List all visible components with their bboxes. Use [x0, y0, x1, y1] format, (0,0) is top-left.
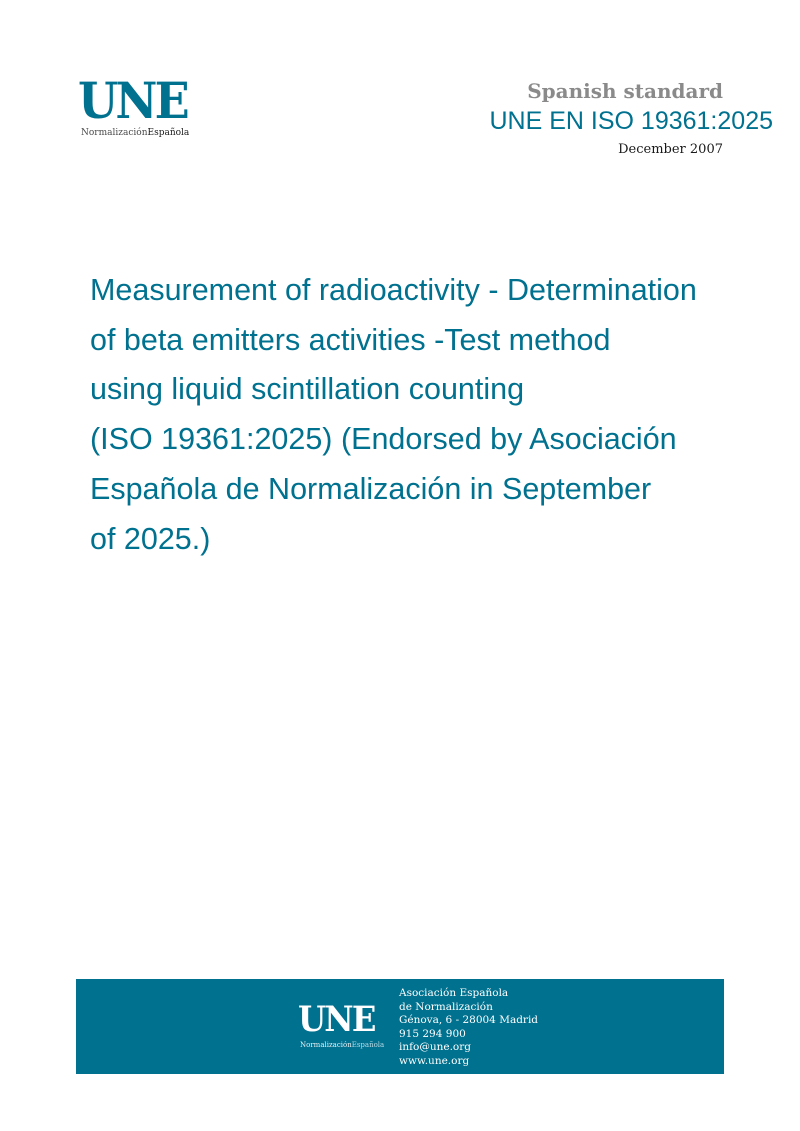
footer-phone: 915 294 900 — [399, 1027, 466, 1040]
footer-tagline-part1: Normalización — [300, 1041, 352, 1049]
standard-code: UNE EN ISO 19361:2025 — [489, 107, 773, 135]
standard-kind: Spanish standard — [527, 79, 723, 103]
logo-tagline-part1: Normalización — [81, 128, 148, 138]
une-logo-tagline — [81, 128, 189, 139]
footer-website[interactable]: www.une.org — [399, 1054, 470, 1067]
logo-tagline-part2: Española — [147, 128, 190, 138]
footer-email[interactable]: info@une.org — [399, 1041, 471, 1053]
title-line: of 2025.) — [90, 521, 211, 556]
footer-logo-mark: UNE — [298, 999, 375, 1040]
footer-org-name: Asociación Española — [399, 987, 509, 999]
title-line: of beta emitters activities -Test method — [90, 322, 611, 357]
footer-band — [76, 979, 724, 1074]
title-line: (ISO 19361:2025) (Endorsed by Asociación — [90, 422, 677, 457]
une-logo — [78, 71, 193, 142]
title-line: Measurement of radioactivity - Determination — [90, 273, 697, 307]
footer-tagline-part2: Española — [351, 1041, 385, 1049]
footer-une-logo — [298, 1001, 388, 1051]
footer-address: Génova, 6 - 28004 Madrid — [399, 1014, 539, 1026]
title-line: Española de Normalización in September — [90, 471, 652, 506]
footer-contact-info — [399, 987, 538, 1068]
footer-logo-tagline — [300, 1041, 384, 1050]
title-line: using liquid scintillation counting — [90, 372, 525, 407]
document-title — [90, 266, 780, 564]
une-logo-mark: UNE — [78, 71, 187, 130]
footer-org-name-cont: de Normalización — [399, 1000, 493, 1013]
standard-date: December 2007 — [618, 142, 723, 157]
